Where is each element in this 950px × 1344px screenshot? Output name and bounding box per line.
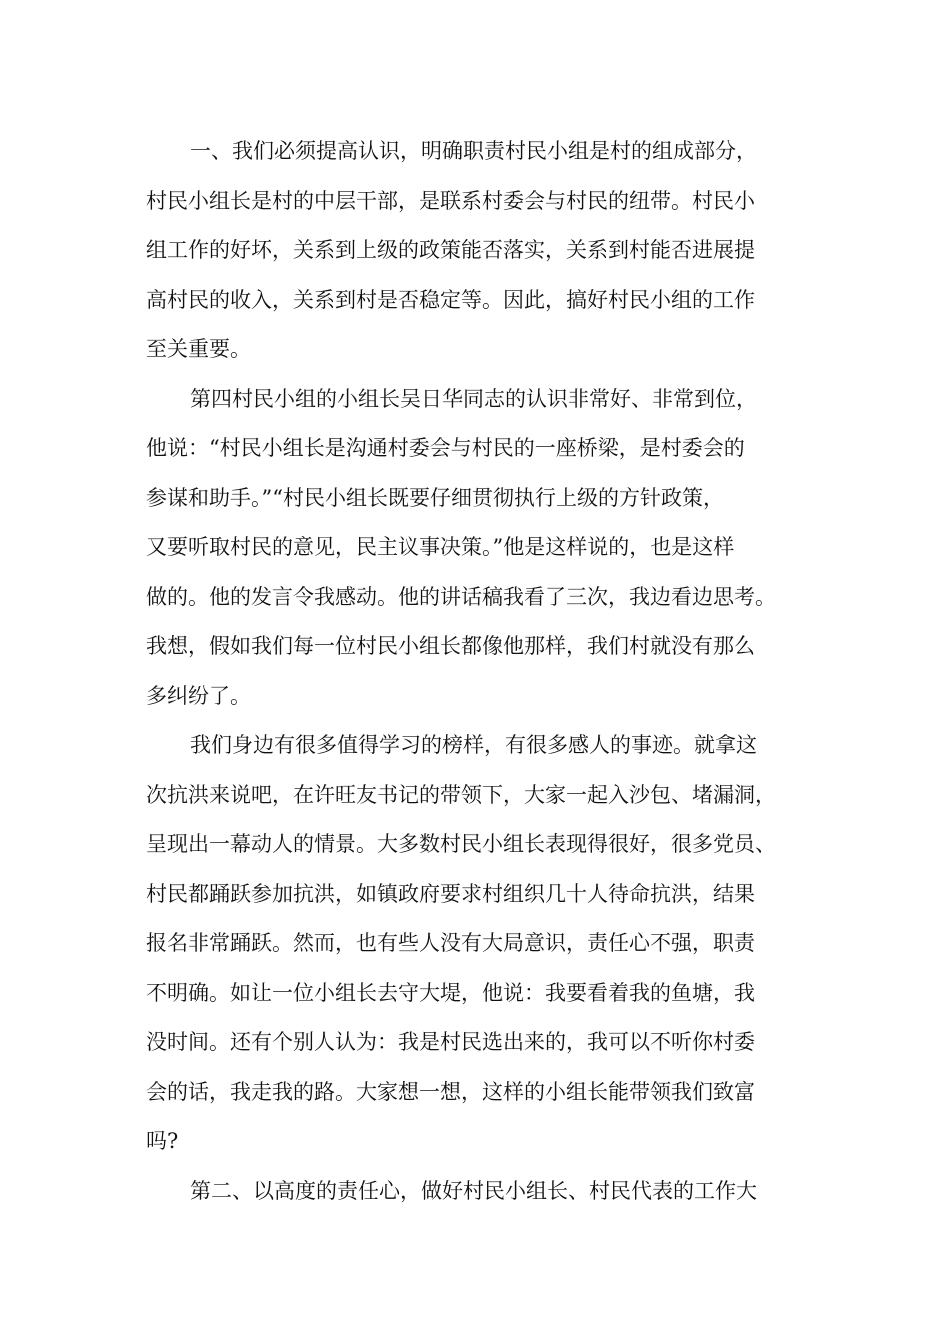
paragraph-line: 多纠纷了。	[146, 683, 251, 708]
paragraph-line: 呈现出一幕动人的情景。大多数村民小组长表现得很好，很多党员、	[146, 832, 776, 856]
paragraph-line: 他说：“村民小组长是沟通村委会与村民的一座桥梁，是村委会的	[146, 436, 745, 460]
paragraph-line: 没时间。还有个别人认为：我是村民选出来的，我可以不听你村委	[146, 1030, 755, 1054]
paragraph-1	[146, 127, 816, 375]
paragraph-line: 第二、以高度的责任心，做好村民小组长、村民代表的工作大	[190, 1178, 757, 1203]
paragraph-line: 报名非常踊跃。然而，也有些人没有大局意识，责任心不强，职责	[146, 931, 755, 955]
paragraph-line: 组工作的好坏，关系到上级的政策能否落实，关系到村能否进展提	[146, 238, 755, 262]
document-body	[146, 127, 816, 1216]
paragraph-line: 一、我们必须提高认识，明确职责村民小组是村的组成部分，	[190, 139, 757, 163]
paragraph-4	[146, 1167, 816, 1217]
paragraph-line: 高村民的收入，关系到村是否稳定等。因此，搞好村民小组的工作	[146, 287, 755, 312]
paragraph-line: 我们身边有很多值得学习的榜样，有很多感人的事迹。就拿这	[190, 733, 757, 757]
paragraph-line: 又要听取村民的意见，民主议事决策。”他是这样说的，也是这样	[146, 535, 735, 559]
paragraph-line: 村民小组长是村的中层干部，是联系村委会与村民的纽带。村民小	[146, 188, 755, 213]
paragraph-line: 参谋和助手。”“村民小组长既要仔细贯彻执行上级的方针政策，	[146, 485, 724, 510]
paragraph-line: 吗?	[146, 1129, 179, 1153]
paragraph-line: 做的。他的发言令我感动。他的讲话稿我看了三次，我边看边思考。	[146, 584, 776, 609]
paragraph-line: 第四村民小组的小组长吴日华同志的认识非常好、非常到位，	[190, 386, 757, 411]
paragraph-3	[146, 721, 816, 1167]
paragraph-line: 不明确。如让一位小组长去守大堤，他说：我要看着我的鱼塘，我	[146, 980, 755, 1005]
paragraph-line: 会的话，我走我的路。大家想一想，这样的小组长能带领我们致富	[146, 1079, 755, 1104]
paragraph-line: 村民都踊跃参加抗洪，如镇政府要求村组织几十人待命抗洪，结果	[146, 881, 755, 906]
paragraph-2	[146, 375, 816, 722]
paragraph-line: 次抗洪来说吧，在许旺友书记的带领下，大家一起入沙包、堵漏洞，	[146, 782, 776, 807]
paragraph-line: 我想，假如我们每一位村民小组长都像他那样，我们村就没有那么	[146, 634, 755, 658]
paragraph-line: 至关重要。	[146, 337, 251, 361]
